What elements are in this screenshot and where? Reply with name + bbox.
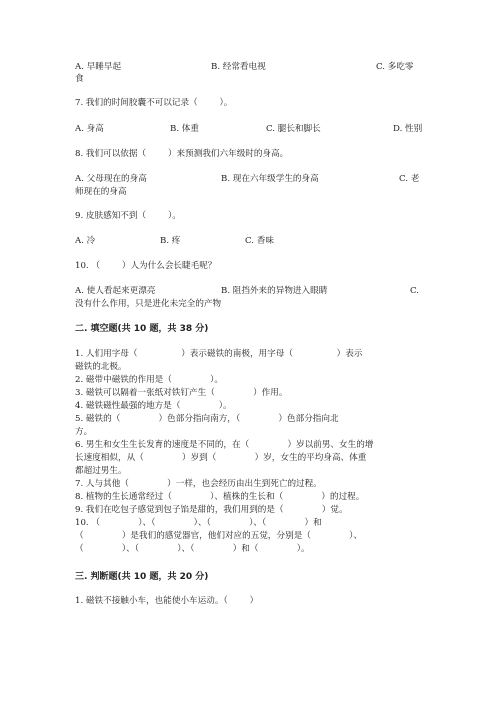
fill-line: 长速度相似，从（ ）岁到（ ）岁，女生的平均身高、体重 bbox=[75, 453, 367, 463]
q10-option-b: B. 阻挡外来的异物进入眼睛 bbox=[221, 286, 328, 296]
q9-option-b: B. 疼 bbox=[160, 236, 181, 246]
fill-line: 2. 磁带中磁铁的作用是（ ）。 bbox=[75, 375, 224, 385]
q6-option-c-wrap: 食 bbox=[75, 74, 84, 84]
q8-option-b: B. 现在六年级学生的身高 bbox=[221, 174, 319, 184]
q9-stem: 9. 皮肤感知不到（ ）。 bbox=[75, 211, 181, 221]
fill-line: 1. 人们用字母（ ）表示磁铁的南极，用字母（ ）表示 bbox=[75, 349, 363, 359]
fill-line: （ ）是我们的感觉器官，他们对应的五觉，分别是（ ）、 bbox=[75, 531, 363, 541]
fill-line: （ ）、（ ）、（ ）和（ ）。 bbox=[75, 544, 310, 554]
fill-line: 7. 人与其他（ ）一样，也会经历由出生到死亡的过程。 bbox=[75, 479, 322, 489]
q7-option-b: B. 体重 bbox=[170, 124, 199, 134]
fill-line: 10. （ ）、（ ）、（ ）、（ ）和 bbox=[75, 518, 322, 528]
q9-option-a: A. 冷 bbox=[75, 236, 96, 246]
q10-option-a: A. 使人看起来更漂亮 bbox=[75, 286, 156, 296]
q8-option-a: A. 父母现在的身高 bbox=[75, 174, 147, 184]
q8-option-c: C. 老 bbox=[399, 174, 420, 184]
q6-option-b: B. 经常看电视 bbox=[211, 62, 266, 72]
q9-option-c: C. 香味 bbox=[245, 236, 274, 246]
q7-option-a: A. 身高 bbox=[75, 124, 104, 134]
fill-line: 6. 男生和女生生长发育的速度是不同的，在（ ）岁以前男、女生的增 bbox=[75, 440, 374, 450]
fill-line: 5. 磁铁的（ ）色部分指向南方，（ ）色部分指向北 bbox=[75, 414, 339, 424]
q10-option-c: C. bbox=[410, 286, 420, 296]
fill-line: 磁铁的北极。 bbox=[75, 362, 127, 372]
fill-line: 都超过男生。 bbox=[75, 466, 127, 476]
q6-option-c: C. 多吃零 bbox=[376, 62, 414, 72]
q7-stem: 7. 我们的时间胶囊不可以记录（ ）。 bbox=[75, 98, 233, 108]
q7-option-d: D. 性别 bbox=[393, 124, 423, 134]
section-heading-true-false: 三. 判断题(共 10 题，共 20 分) bbox=[75, 572, 209, 582]
fill-line: 3. 磁铁可以隔着一张纸对铁钉产生（ ）作用。 bbox=[75, 388, 288, 398]
q10-option-c-wrap: 没有什么作用，只是进化未完全的产物 bbox=[75, 299, 222, 309]
q6-option-a: A. 早睡早起 bbox=[75, 62, 122, 72]
fill-line: 9. 我们在吃包子感觉到包子馅是甜的，我们用到的是（ ）觉。 bbox=[75, 505, 348, 515]
q8-stem: 8. 我们可以依据（ ）来预测我们六年级时的身高。 bbox=[75, 149, 289, 159]
q8-option-c-wrap: 师现在的身高 bbox=[75, 187, 127, 197]
fill-line: 8. 植物的生长通常经过（ ）、植株的生长和（ ）的过程。 bbox=[75, 492, 365, 502]
fill-line: 方。 bbox=[75, 427, 93, 437]
tf-question-1: 1. 磁铁不接触小车，也能使小车运动。（ ） bbox=[75, 596, 259, 606]
q7-option-c: C. 腿长和脚长 bbox=[266, 124, 321, 134]
q10-stem: 10. （ ）人为什么会长睫毛呢？ bbox=[75, 261, 217, 271]
fill-line: 4. 磁铁磁性最强的地方是（ ）。 bbox=[75, 401, 232, 411]
section-heading-fill-in: 二. 填空题(共 10 题，共 38 分) bbox=[75, 324, 209, 334]
